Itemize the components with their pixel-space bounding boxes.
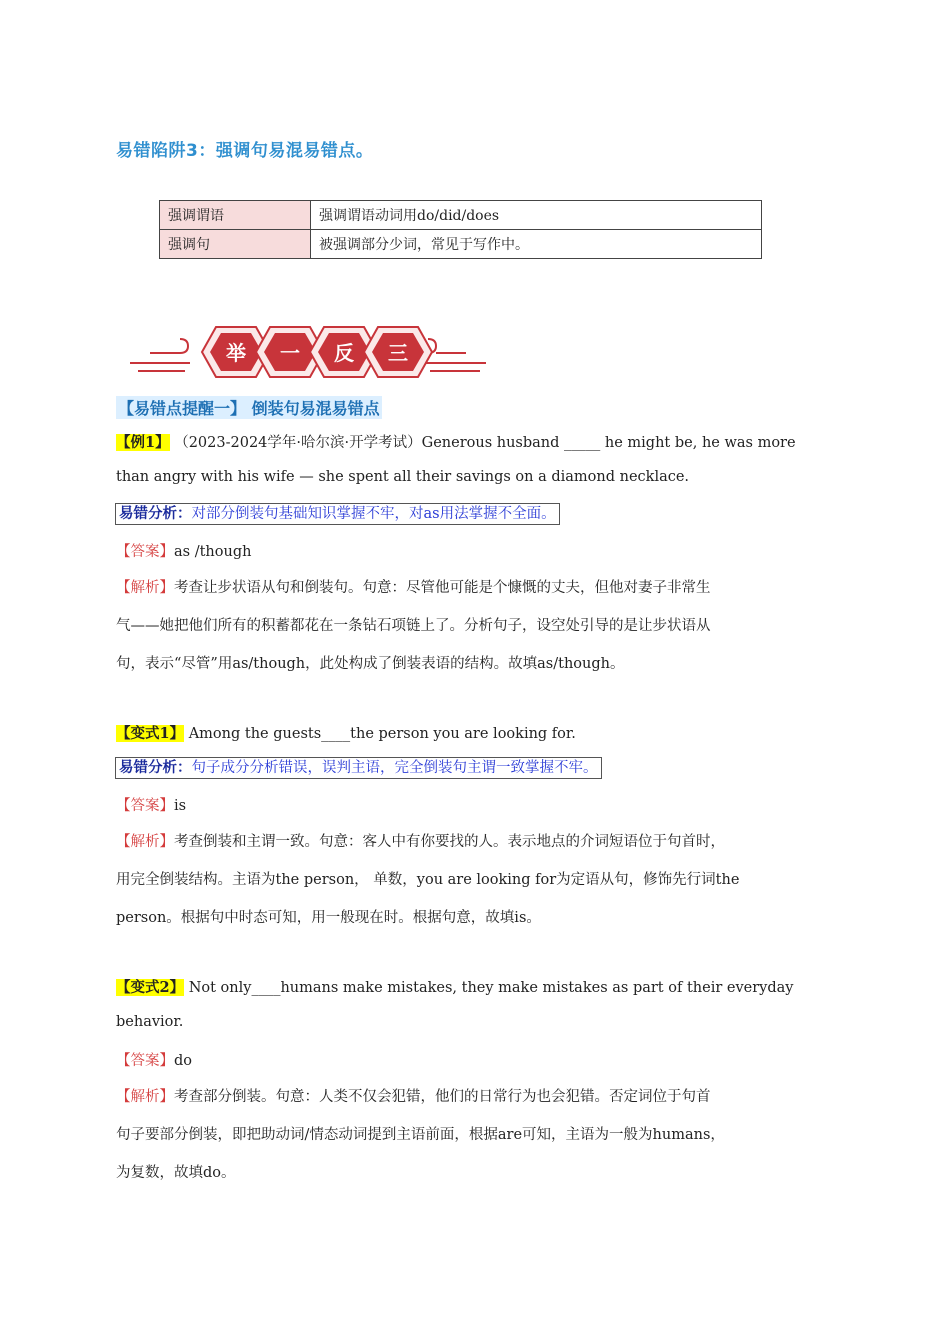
banner-char-2: 一	[280, 341, 300, 365]
variant1-analysis-box	[115, 757, 602, 779]
variant1-explain-line1	[116, 830, 725, 851]
banner-char-3: 反	[334, 341, 354, 365]
table-cell-term: 强调句	[160, 230, 311, 259]
table-row	[160, 201, 762, 230]
analysis-text: 对部分倒装句基础知识掌握不牢，对as用法掌握不全面。	[191, 506, 556, 522]
banner-char-1: 举	[226, 341, 246, 365]
section-heading-trap3: 易错陷阱3：强调句易混易错点。	[116, 141, 374, 161]
variant1-question-line1	[116, 722, 576, 743]
variant1-tag: 【变式1】	[116, 725, 185, 742]
answer-text: is	[174, 798, 187, 814]
variant2-explain-line2: 句子要部分倒装，即把助动词/情态动词提到主语前面，根据are可知，主语为一般为humans，	[116, 1127, 725, 1143]
variant2-tag: 【变式2】	[116, 979, 185, 996]
answer-text: do	[174, 1053, 193, 1069]
explain-tag: 【解析】	[116, 580, 174, 596]
example1-explain-line3: 句，表示“尽管”用as/though，此处构成了倒装表语的结构。故填as/though。	[116, 656, 625, 672]
variant1-explain-line3: person。根据句中时态可知，用一般现在时。根据句意，故填is。	[116, 910, 541, 926]
banner-char-4: 三	[388, 341, 408, 365]
analysis-text: 句子成分分析错误，误判主语，完全倒装句主谓一致掌握不牢。	[191, 760, 598, 776]
banner-left-swirl	[130, 339, 190, 371]
explain-text: 考查倒装和主谓一致。句意：客人中有你要找的人。表示地点的介词短语位于句首时，	[174, 834, 725, 850]
table-cell-desc: 强调谓语动词用do/did/does	[311, 201, 762, 230]
variant1-answer	[116, 794, 186, 815]
banner-graphic	[130, 323, 486, 381]
answer-tag: 【答案】	[116, 1053, 174, 1069]
variant2-question-line2: behavior.	[116, 1014, 184, 1030]
table-cell-term: 强调谓语	[160, 201, 311, 230]
explain-tag: 【解析】	[116, 834, 174, 850]
table-cell-desc: 被强调部分少词，常见于写作中。	[311, 230, 762, 259]
example1-question-text: （2023-2024学年·哈尔滨·开学考试）Generous husband _____ he might be, he was more	[174, 435, 796, 451]
explain-text: 考查让步状语从句和倒装句。句意：尽管他可能是个慷慨的丈夫，但他对妻子非常生	[174, 580, 711, 596]
example1-tag: 【例1】	[116, 434, 170, 451]
example1-explain-line1	[116, 576, 711, 597]
variant1-explain-line2: 用完全倒装结构。主语为the person， 单数，you are looking for为定语从句，修饰先行词the	[116, 872, 740, 888]
example1-analysis-box	[115, 503, 560, 525]
example1-answer	[116, 540, 251, 561]
variant2-answer	[116, 1049, 192, 1070]
banner-hex-4	[364, 327, 432, 377]
answer-text: as /though	[174, 544, 252, 560]
emphasis-table	[159, 200, 762, 259]
variant2-explain-line3: 为复数，故填do。	[116, 1165, 236, 1181]
explain-tag: 【解析】	[116, 1089, 174, 1105]
example1-question-line2: than angry with his wife — she spent all their savings on a diamond necklace.	[116, 469, 690, 485]
example1-question-line1	[116, 431, 796, 452]
tip-title: 【易错点提醒一】 倒装句易混易错点	[116, 396, 382, 419]
variant1-question-text: Among the guests____the person you are looking for.	[188, 726, 576, 742]
table-row	[160, 230, 762, 259]
answer-tag: 【答案】	[116, 798, 174, 814]
banner-right-swirl	[426, 339, 486, 371]
analysis-label: 易错分析：	[119, 505, 192, 522]
variant2-question-text: Not only____humans make mistakes, they make mistakes as part of their everyday	[188, 980, 794, 996]
analysis-label: 易错分析：	[119, 759, 192, 776]
answer-tag: 【答案】	[116, 544, 174, 560]
variant2-question-line1	[116, 976, 793, 997]
example1-explain-line2: 气——她把他们所有的积蓄都花在一条钻石项链上了。分析句子，设空处引导的是让步状语从	[116, 618, 711, 634]
variant2-explain-line1	[116, 1085, 711, 1106]
explain-text: 考查部分倒装。句意：人类不仅会犯错，他们的日常行为也会犯错。否定词位于句首	[174, 1089, 711, 1105]
